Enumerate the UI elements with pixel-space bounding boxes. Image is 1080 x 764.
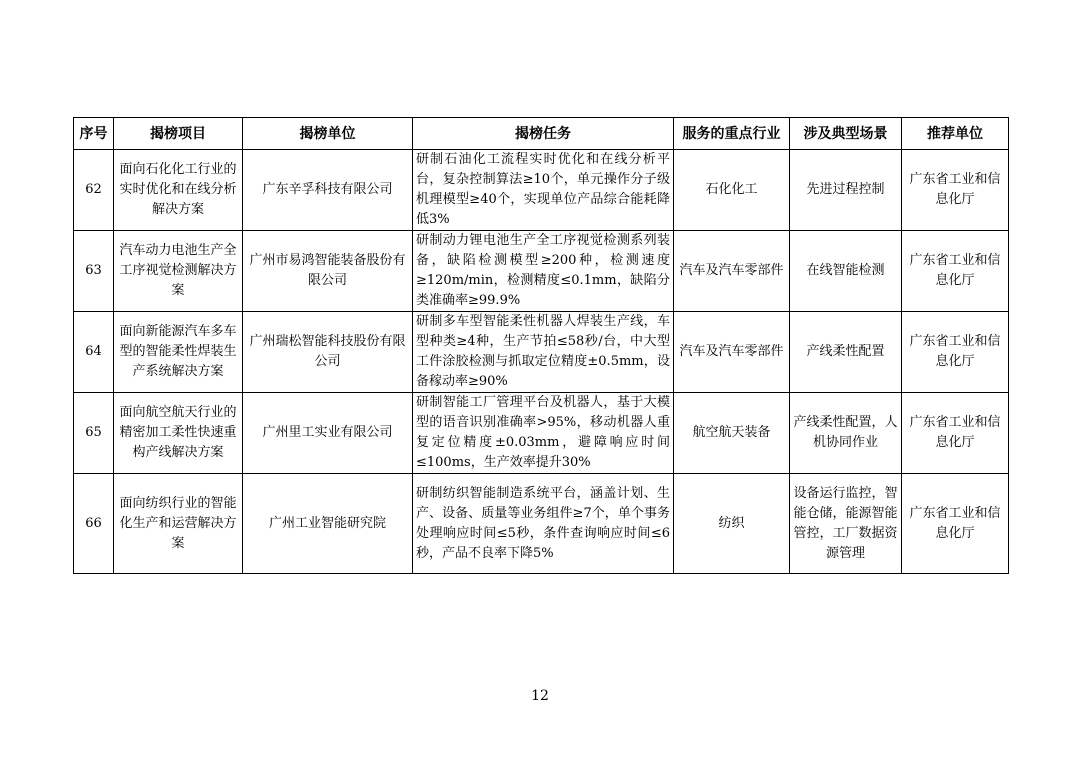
table-row (74, 474, 1009, 574)
cell-recommender: 广东省工业和信息化厅 (902, 312, 1009, 393)
table-row (74, 231, 1009, 312)
cell-scenario: 先进过程控制 (790, 150, 902, 231)
cell-task: 研制智能工厂管理平台及机器人，基于大模型的语音识别准确率>95%，移动机器人重复定位精度±0.03mm，避障响应时间≤100ms，生产效率提升30% (413, 393, 674, 474)
header-recommender: 推荐单位 (902, 118, 1009, 150)
cell-project: 面向石化化工行业的实时优化和在线分析解决方案 (114, 150, 243, 231)
cell-project: 汽车动力电池生产全工序视觉检测解决方案 (114, 231, 243, 312)
page-number: 12 (531, 688, 549, 704)
cell-task: 研制多车型智能柔性机器人焊装生产线，车型种类≥4种，生产节拍≤58秒/台，中大型工件涂胶检测与抓取定位精度±0.5mm，设备稼动率≥90% (413, 312, 674, 393)
header-unit: 揭榜单位 (243, 118, 413, 150)
cell-recommender: 广东省工业和信息化厅 (902, 474, 1009, 574)
header-project: 揭榜项目 (114, 118, 243, 150)
cell-no: 65 (74, 393, 114, 474)
cell-no: 63 (74, 231, 114, 312)
cell-scenario: 在线智能检测 (790, 231, 902, 312)
cell-unit: 广州市易鸿智能装备股份有限公司 (243, 231, 413, 312)
table-row (74, 150, 1009, 231)
cell-project: 面向航空航天行业的精密加工柔性快速重构产线解决方案 (114, 393, 243, 474)
cell-industry: 汽车及汽车零部件 (674, 231, 790, 312)
cell-unit: 广州工业智能研究院 (243, 474, 413, 574)
cell-recommender: 广东省工业和信息化厅 (902, 150, 1009, 231)
cell-industry: 纺织 (674, 474, 790, 574)
table-row (74, 393, 1009, 474)
cell-unit: 广州瑞松智能科技股份有限公司 (243, 312, 413, 393)
cell-task: 研制动力锂电池生产全工序视觉检测系列装备，缺陷检测模型≥200种，检测速度≥120m/min，检测精度≤0.1mm，缺陷分类准确率≥99.9% (413, 231, 674, 312)
cell-no: 62 (74, 150, 114, 231)
cell-industry: 石化化工 (674, 150, 790, 231)
cell-industry: 航空航天装备 (674, 393, 790, 474)
header-task: 揭榜任务 (413, 118, 674, 150)
cell-recommender: 广东省工业和信息化厅 (902, 393, 1009, 474)
cell-recommender: 广东省工业和信息化厅 (902, 231, 1009, 312)
header-industry: 服务的重点行业 (674, 118, 790, 150)
project-table (73, 117, 1009, 574)
cell-no: 66 (74, 474, 114, 574)
cell-no: 64 (74, 312, 114, 393)
cell-project: 面向新能源汽车多车型的智能柔性焊装生产系统解决方案 (114, 312, 243, 393)
cell-unit: 广州里工实业有限公司 (243, 393, 413, 474)
header-row (74, 118, 1009, 150)
cell-industry: 汽车及汽车零部件 (674, 312, 790, 393)
header-scenario: 涉及典型场景 (790, 118, 902, 150)
cell-unit: 广东辛孚科技有限公司 (243, 150, 413, 231)
cell-scenario: 产线柔性配置，人机协同作业 (790, 393, 902, 474)
cell-task: 研制纺织智能制造系统平台，涵盖计划、生产、设备、质量等业务组件≥7个，单个事务处理响应时间≤5秒，条件查询响应时间≤6秒，产品不良率下降5% (413, 474, 674, 574)
cell-task: 研制石油化工流程实时优化和在线分析平台，复杂控制算法≥10个，单元操作分子级机理模型≥40个，实现单位产品综合能耗降低3% (413, 150, 674, 231)
cell-scenario: 设备运行监控，智能仓储，能源智能管控，工厂数据资源管理 (790, 474, 902, 574)
table-row (74, 312, 1009, 393)
cell-scenario: 产线柔性配置 (790, 312, 902, 393)
cell-project: 面向纺织行业的智能化生产和运营解决方案 (114, 474, 243, 574)
header-no: 序号 (74, 118, 114, 150)
